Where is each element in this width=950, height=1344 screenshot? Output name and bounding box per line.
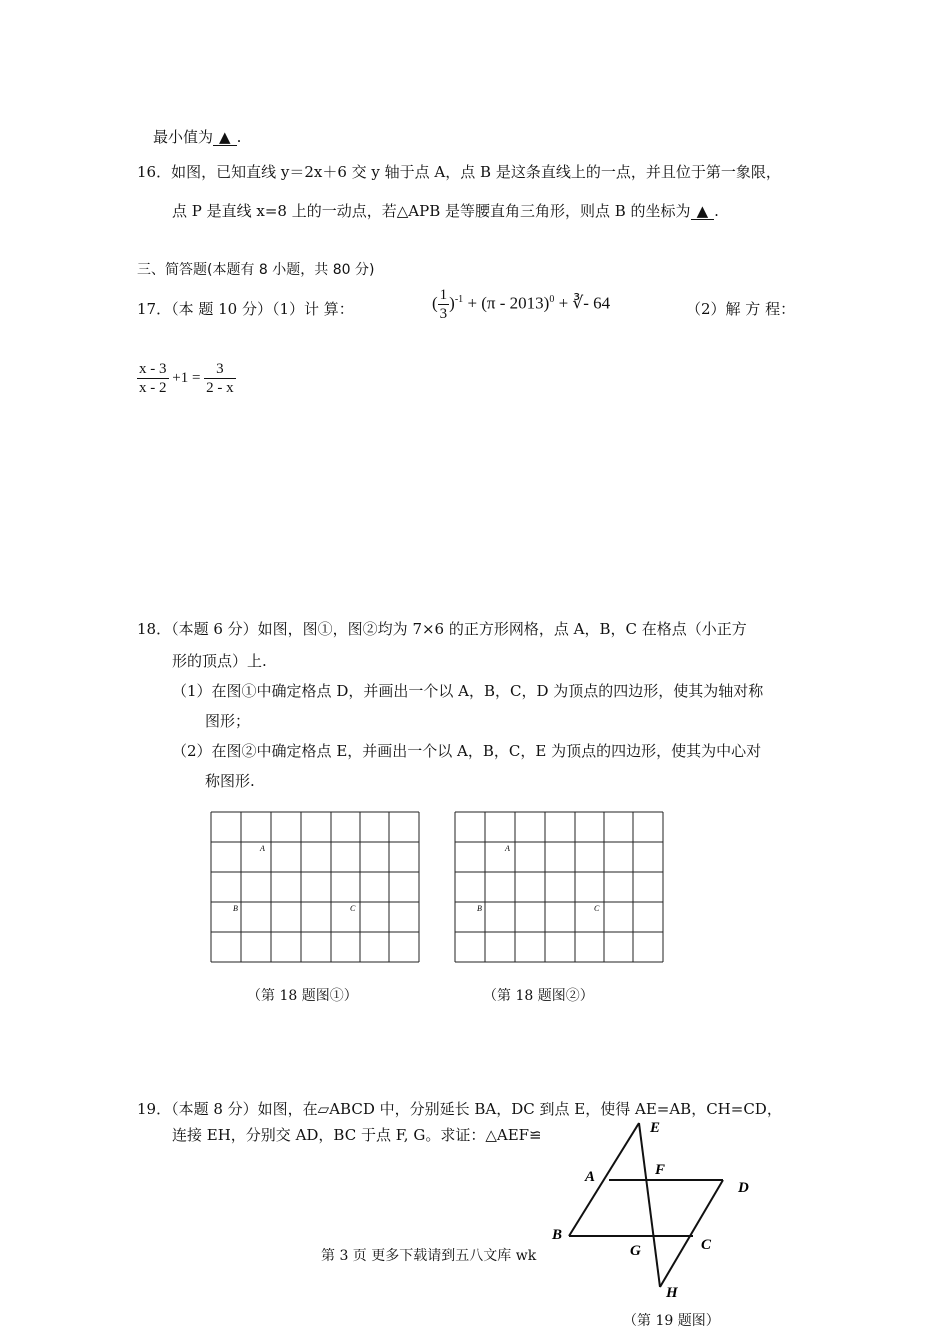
grid1-label-c: C — [350, 904, 356, 913]
q16-line2: 点 P 是直线 x=8 上的一动点，若△APB 是等腰直角三角形，则点 B 的坐标为 ▲ . — [172, 202, 719, 220]
q17-part2: （2）解 方 程： — [686, 300, 796, 318]
q18-part1: （1）在图①中确定格点 D，并画出一个以 A，B，C，D 为顶点的四边形，使其为轴对称 — [172, 682, 764, 700]
q16-line1: 16．如图，已知直线 y＝2x＋6 交 y 轴于点 A，点 B 是这条直线上的一点，并且位于第一象限， — [137, 163, 781, 181]
q18-part1-cont: 图形； — [205, 712, 251, 730]
q18-line1: 18．（本题 6 分）如图，图①，图②均为 7×6 的正方形网格，点 A，B，C 在格点（小正方 — [137, 620, 747, 638]
q17-header: 17．（本 题 10 分）（1）计 算： — [137, 300, 354, 318]
grid1-label-b: B — [233, 904, 238, 913]
q16-answer-blank: ▲ — [691, 203, 715, 220]
q17-equation: $\frac{x - 3}{x - 2}$ +1 = $\frac{3}{2 - x}$ — [139, 361, 234, 396]
q19-line2: 连接 EH，分别交 AD，BC 于点 F, G。求证：△AEF≌ — [172, 1126, 542, 1144]
section-title: 三、简答题(本题有 8 小题，共 80 分) — [137, 262, 375, 278]
grid2-label-c: C — [594, 904, 600, 913]
point-e-label: E — [650, 1120, 661, 1136]
figure19-caption: （第 19 题图） — [623, 1313, 720, 1329]
parallelogram-figure — [545, 1110, 775, 1310]
grid2-label-a: A — [505, 844, 510, 853]
grid-figure-1 — [205, 808, 430, 968]
page-footer: 第 3 页 更多下载请到五八文库 wk — [321, 1248, 537, 1264]
q17-calc-expression: ( $\frac{1}{3}$ )$^{-1}$ + (π - 2013)$^0$ + ∛- 64 — [432, 287, 611, 322]
q15-tail: 最小值为 ▲ . — [153, 128, 242, 146]
point-h-label: H — [666, 1285, 678, 1301]
q18-part2-cont: 称图形. — [205, 772, 255, 790]
grid2-caption: （第 18 题图②） — [483, 988, 594, 1004]
point-f-label: F — [655, 1162, 666, 1178]
grid-figure-2 — [449, 808, 674, 968]
point-b-label: B — [552, 1227, 563, 1243]
grid1-caption: （第 18 题图①） — [247, 988, 358, 1004]
point-d-label: D — [738, 1180, 749, 1196]
grid1-label-a: A — [260, 844, 265, 853]
grid2-label-b: B — [477, 904, 482, 913]
q19-line1: 19．（本题 8 分）如图，在▱ABCD 中，分别延长 BA，DC 到点 E，使得 AE=AB，CH=CD， — [137, 1100, 782, 1118]
point-c-label: C — [701, 1237, 712, 1253]
point-g-label: G — [630, 1243, 641, 1259]
q18-line2: 形的顶点）上. — [172, 652, 267, 670]
point-a-label: A — [585, 1169, 596, 1185]
q15-answer-blank: ▲ — [213, 129, 237, 146]
q18-part2: （2）在图②中确定格点 E，并画出一个以 A，B，C，E 为顶点的四边形，使其为中心对 — [172, 742, 762, 760]
